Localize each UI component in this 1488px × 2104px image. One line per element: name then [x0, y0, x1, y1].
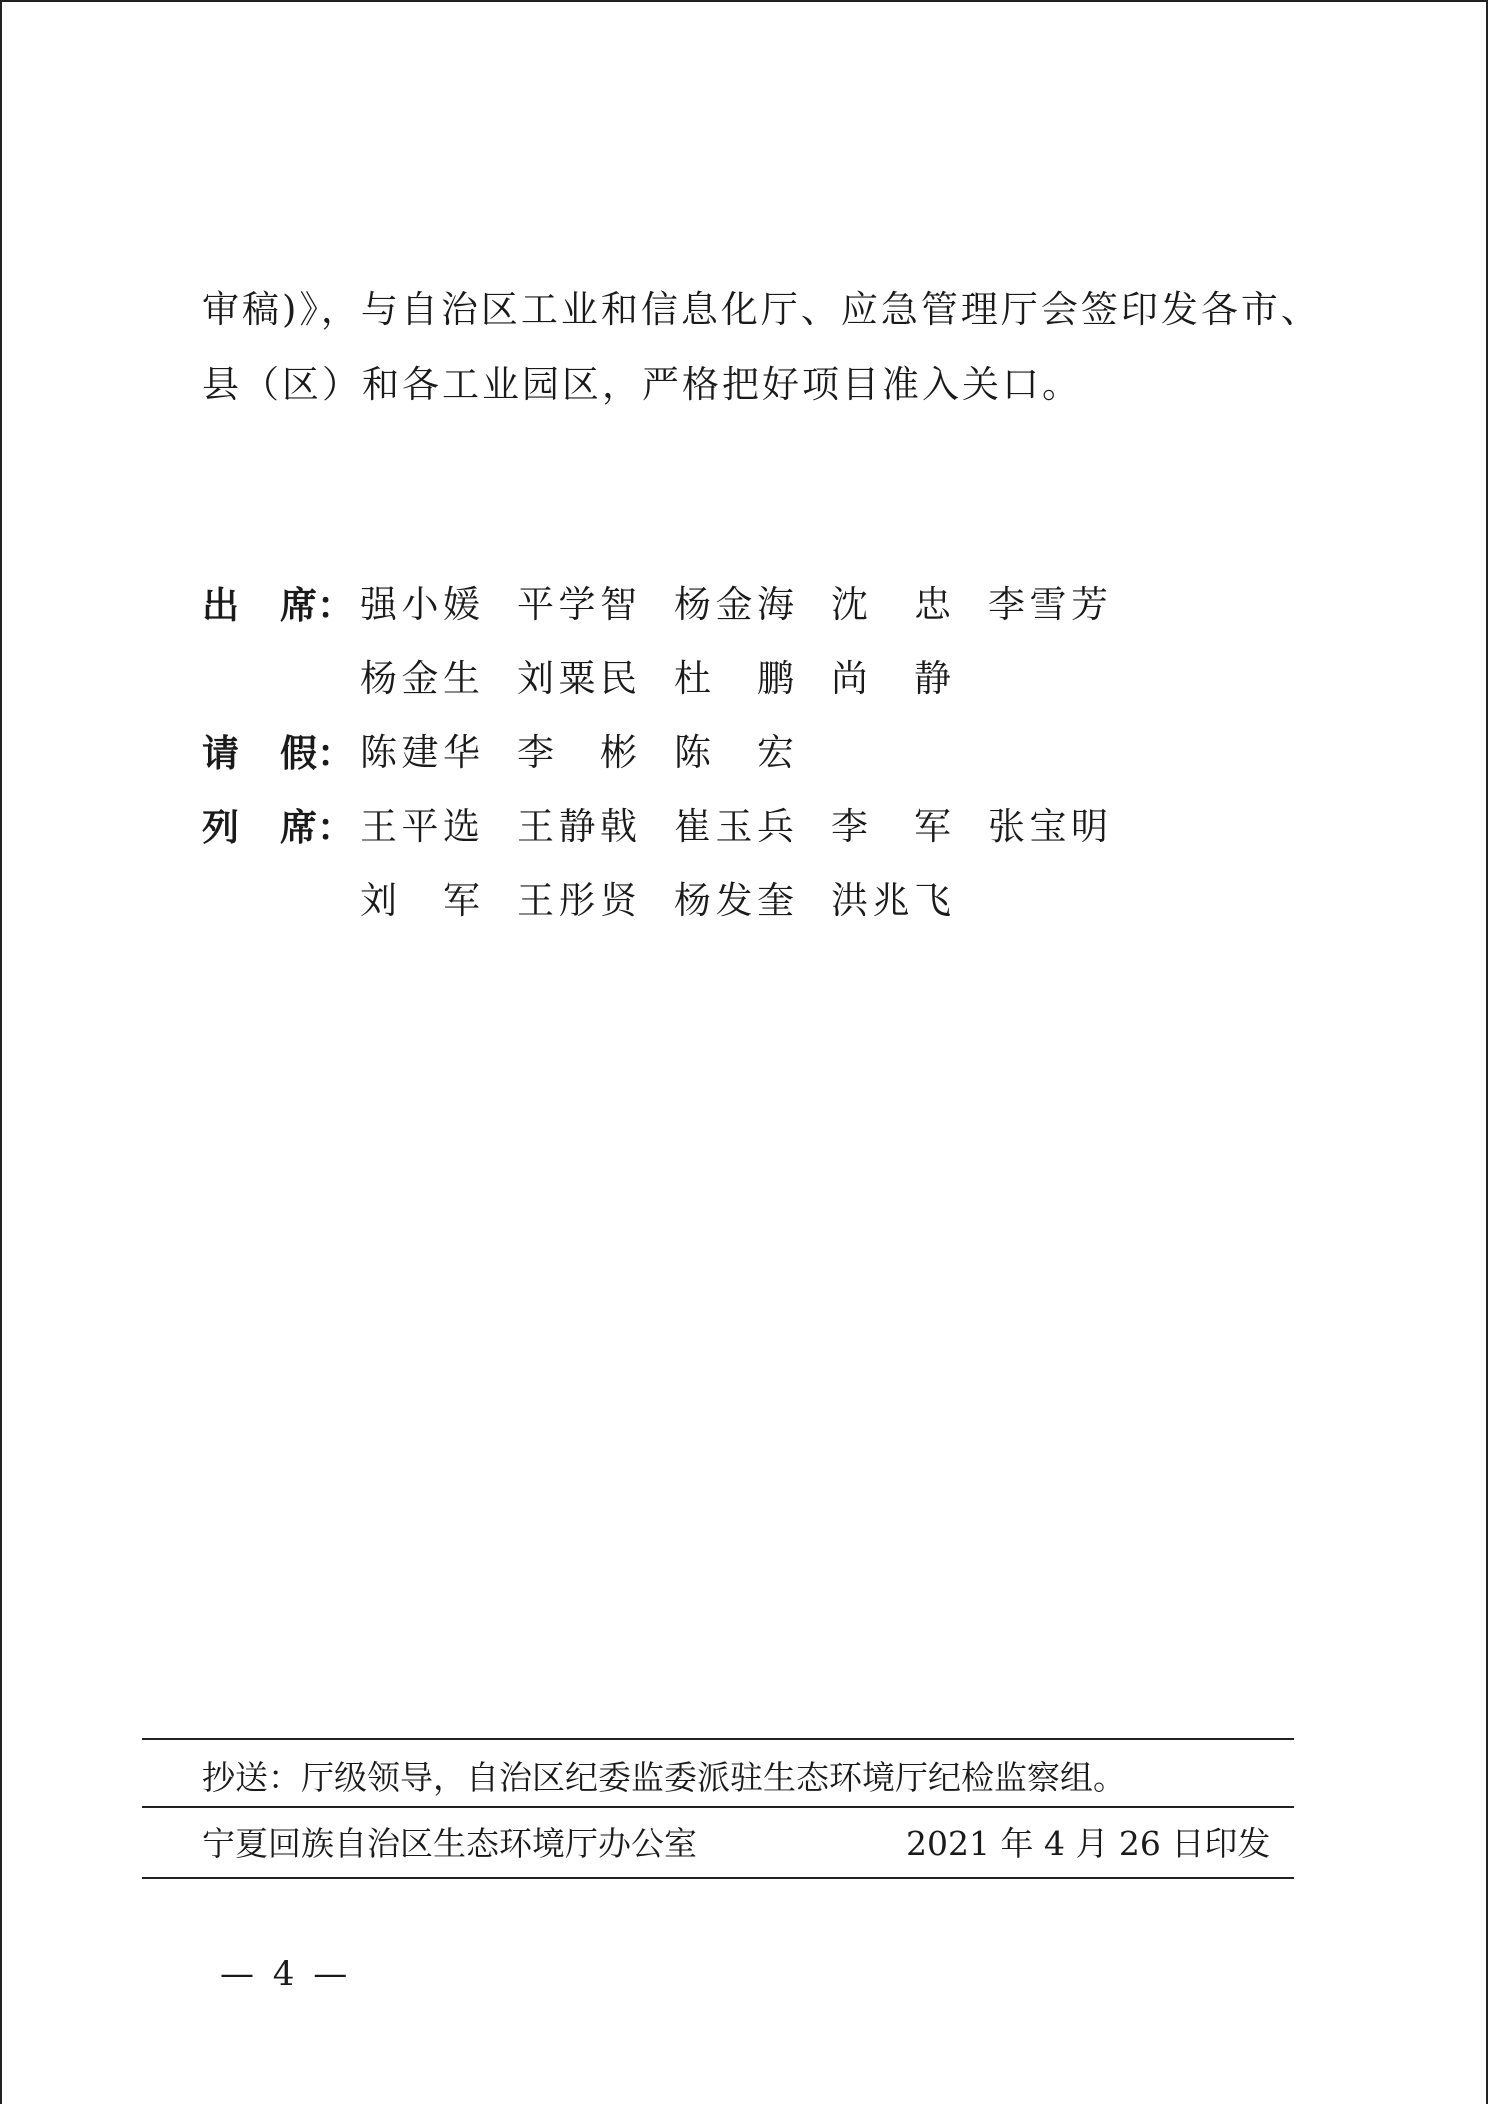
attendee-name: 杜 鹏: [674, 657, 794, 700]
attendee-name: 杨金海: [674, 583, 794, 626]
attendee-name: 李 彬: [517, 731, 637, 774]
footer-rule-middle: [142, 1806, 1294, 1808]
attendee-name: 洪兆飞: [831, 879, 951, 922]
attendee-name: 王彤贤: [517, 879, 637, 922]
leave-label-char-1: 请: [202, 731, 239, 775]
leave-label-char-2: 假：: [280, 731, 354, 775]
observers-label-char-1: 列: [202, 805, 239, 849]
attendee-name: 刘粟民: [517, 657, 637, 700]
attendee-name: 王平选: [360, 805, 480, 848]
attendee-name: 李 军: [831, 805, 951, 848]
attendee-name: 李雪芳: [988, 583, 1108, 626]
attendee-name: 沈 忠: [831, 583, 951, 626]
body-paragraph: [202, 272, 1321, 422]
issuer: 宁夏回族自治区生态环境厅办公室: [202, 1824, 697, 1863]
present-label-char-2: 席：: [280, 583, 354, 627]
body-line-2: 县（区）和各工业园区，严格把好项目准入关口。: [202, 363, 1082, 406]
cc-line: 抄送：厅级领导，自治区纪委监委派驻生态环境厅纪检监察组。: [202, 1758, 1126, 1797]
attendee-name: 杨发奎: [674, 879, 794, 922]
attendee-name: 王静戟: [517, 805, 637, 848]
issue-date: 2021 年 4 月 26 日印发: [906, 1824, 1271, 1863]
attendee-name: 崔玉兵: [674, 805, 794, 848]
body-line-1: 审稿)》，与自治区工业和信息化厅、应急管理厅会签印发各市、: [202, 288, 1321, 331]
page-number: — 4 —: [220, 1954, 352, 1994]
attendee-name: 杨金生: [360, 657, 480, 700]
footer-rule-top: [142, 1738, 1294, 1740]
attendee-name: 陈 宏: [674, 731, 794, 774]
observers-label-char-2: 席：: [280, 805, 354, 849]
attendee-name: 刘 军: [360, 879, 480, 922]
attendee-name: 陈建华: [360, 731, 480, 774]
attendee-name: 强小媛: [360, 583, 480, 626]
footer-rule-bottom: [142, 1877, 1294, 1879]
attendee-name: 平学智: [517, 583, 637, 626]
present-label-char-1: 出: [202, 583, 239, 627]
attendee-name: 尚 静: [831, 657, 951, 700]
attendee-name: 张宝明: [988, 805, 1108, 848]
